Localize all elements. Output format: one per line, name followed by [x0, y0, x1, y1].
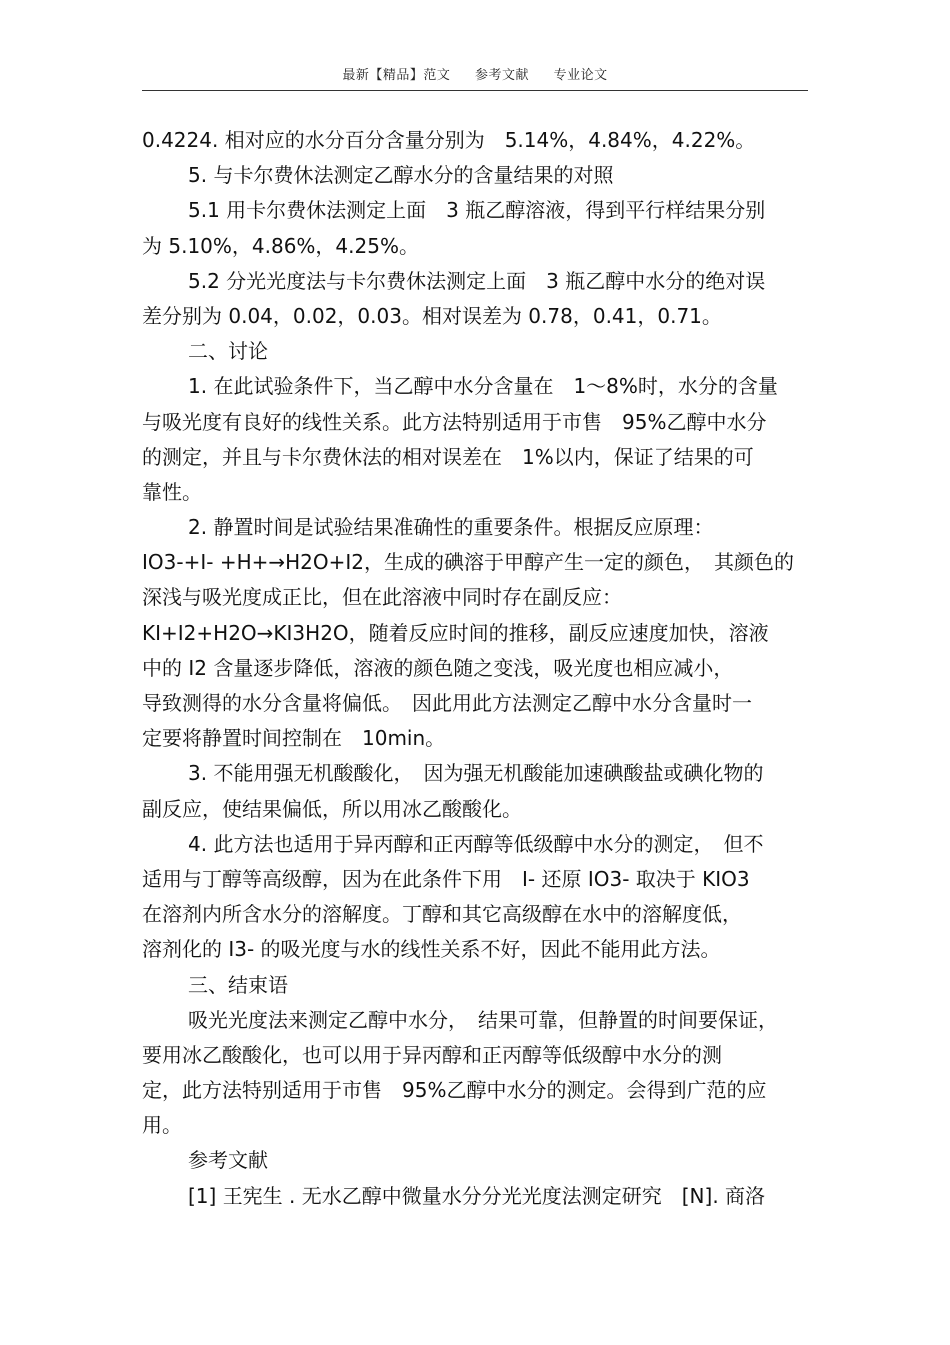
text-line: KI+I2+H2O→KI3H2O，随着反应时间的推移，副反应速度加快，溶液 — [142, 620, 769, 645]
text-line: 用。 — [142, 1113, 182, 1138]
text-line: 1. 在此试验条件下，当乙醇中水分含量在 1～8%时，水分的含量 — [188, 374, 778, 399]
text-line: 5.2 分光光度法与卡尔费休法测定上面 3 瓶乙醇中水分的绝对误 — [188, 268, 766, 293]
text-line: 在溶剂内所含水分的溶解度。丁醇和其它高级醇在水中的溶解度低， — [142, 902, 742, 927]
text-line: 的测定，并且与卡尔费休法的相对误差在 1%以内，保证了结果的可 — [142, 444, 754, 469]
header-item-fanwen: 最新【精品】范文 — [342, 68, 451, 83]
text-line: 5. 与卡尔费休法测定乙醇水分的含量结果的对照 — [188, 163, 614, 188]
text-line: 定要将静置时间控制在 10min。 — [142, 726, 446, 751]
text-line: 副反应，使结果偏低，所以用冰乙酸酸化。 — [142, 796, 522, 821]
text-line: 深浅与吸光度成正比，但在此溶液中同时存在副反应： — [142, 585, 622, 610]
text-line: 为 5.10%，4.86%，4.25%。 — [142, 233, 419, 258]
text-line: 适用与丁醇等高级醇，因为在此条件下用 I- 还原 IO3- 取决于 KIO3 — [142, 866, 750, 891]
header-item-lunwen: 专业论文 — [553, 68, 608, 83]
text-line: 定，此方法特别适用于市售 95%乙醇中水分的测定。会得到广范的应 — [142, 1078, 767, 1103]
text-line: 4. 此方法也适用于异丙醇和正丙醇等低级醇中水分的测定， 但不 — [188, 831, 764, 856]
document-body — [142, 123, 810, 1214]
page-header — [142, 62, 808, 91]
text-line: IO3-+I- +H+→H2O+I2，生成的碘溶于甲醇产生一定的颜色， 其颜色的 — [142, 550, 795, 575]
text-line: 导致测得的水分含量将偏低。 因此用此方法测定乙醇中水分含量时一 — [142, 691, 752, 715]
text-line: 二、讨论 — [188, 339, 268, 364]
text-line: 三、结束语 — [188, 972, 288, 997]
text-line: 中的 I2 含量逐步降低，溶液的颜色随之变浅，吸光度也相应减小， — [142, 655, 734, 680]
text-line: 0.4224. 相对应的水分百分含量分别为 5.14%，4.84%，4.22%。 — [142, 128, 756, 152]
text-line: 差分别为 0.04，0.02，0.03。相对误差为 0.78，0.41，0.71。 — [142, 303, 722, 328]
text-line: 要用冰乙酸酸化，也可以用于异丙醇和正丙醇等低级醇中水分的测 — [142, 1042, 722, 1067]
text-line: 5.1 用卡尔费休法测定上面 3 瓶乙醇溶液，得到平行样结果分别 — [188, 198, 766, 223]
text-line: 参考文献 — [188, 1148, 268, 1173]
text-line: 3. 不能用强无机酸酸化， 因为强无机酸能加速碘酸盐或碘化物的 — [188, 761, 764, 786]
text-line: 溶剂化的 I3- 的吸光度与水的线性关系不好，因此不能用此方法。 — [142, 937, 721, 962]
text-line: 与吸光度有良好的线性关系。此方法特别适用于市售 95%乙醇中水分 — [142, 409, 767, 434]
text-line: 吸光光度法来测定乙醇中水分， 结果可靠，但静置的时间要保证， — [188, 1007, 778, 1032]
text-line: 2. 静置时间是试验结果准确性的重要条件。根据反应原理： — [188, 515, 714, 540]
text-line: 靠性。 — [142, 479, 202, 504]
text-line: [1] 王宪生 . 无水乙醇中微量水分分光光度法测定研究 [N]. 商洛 — [188, 1183, 766, 1208]
header-item-cankao: 参考文献 — [474, 68, 529, 83]
